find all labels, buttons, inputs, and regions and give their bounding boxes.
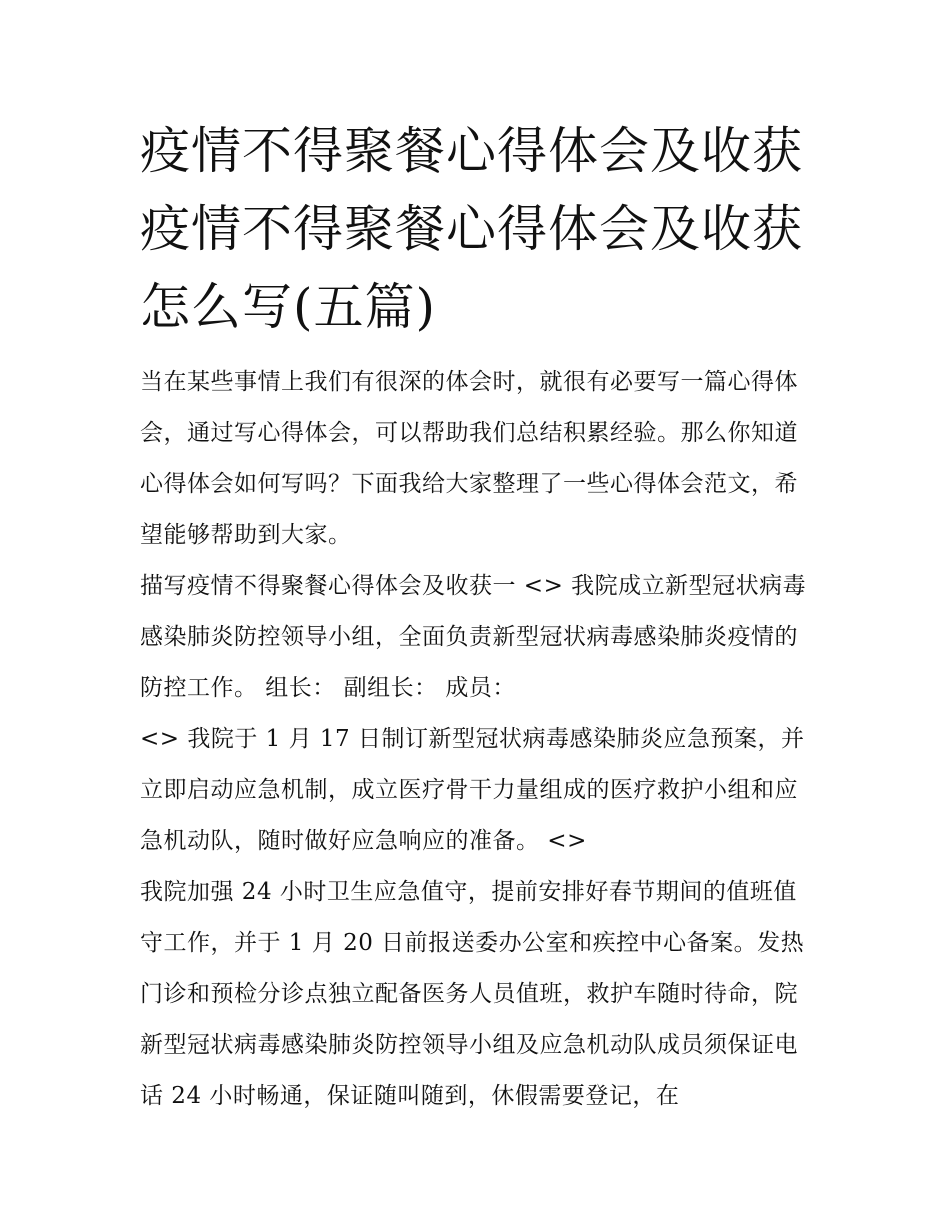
- paragraph-1: 描写疫情不得聚餐心得体会及收获一 <> 我院成立新型冠状病毒感染肺炎防控领导小组，全面负责新型冠状病毒感染肺炎疫情的防控工作。 组长： 副组长： 成员：: [140, 573, 807, 701]
- document-title: 疫情不得聚餐心得体会及收获疫情不得聚餐心得体会及收获怎么写(五篇): [140, 122, 803, 336]
- paragraph-2: <> 我院于 1 月 17 日制订新型冠状病毒感染肺炎应急预案，并立即启动应急机制，成立医疗骨干力量组成的医疗救护小组和应急机动队，随时做好应急响应的准备。 <>: [140, 726, 805, 854]
- paragraph-intro: 当在某些事情上我们有很深的体会时，就很有必要写一篇心得体会，通过写心得体会，可以帮助我们总结积累经验。那么你知道心得体会如何写吗？下面我给大家整理了一些心得体会范文，希望能够帮助到大家。: [140, 369, 798, 548]
- paragraph-3: 我院加强 24 小时卫生应急值守，提前安排好春节期间的值班值守工作，并于 1 月 20 日前报送委办公室和疾控中心备案。发热门诊和预检分诊点独立配备医务人员值班，救护车随时待命，院新型冠状病毒感染肺炎防控领导小组及应急机动队成员须保证电话 24 小时畅通，保证随叫随到，休假需要登记，在: [140, 879, 805, 1109]
- document-body: [140, 357, 815, 1122]
